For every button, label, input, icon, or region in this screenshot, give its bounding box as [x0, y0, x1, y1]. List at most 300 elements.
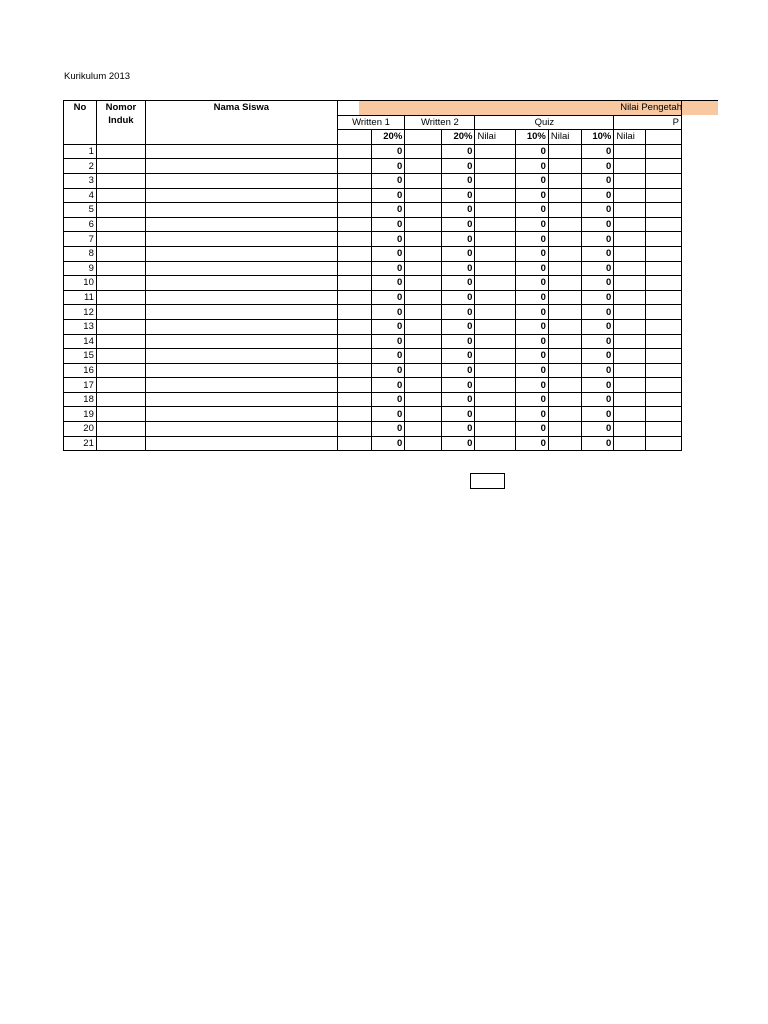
table-row: [64, 232, 682, 247]
sheet-caption: Kurikulum 2013: [64, 71, 131, 82]
next-nilai-cell[interactable]: [614, 363, 646, 378]
quiz2-nilai-cell[interactable]: [548, 246, 581, 261]
w1-nilai-cell[interactable]: [337, 217, 371, 232]
quiz2-weighted: 0: [581, 290, 614, 305]
w1-weighted: 0: [372, 159, 405, 174]
next-nilai-cell[interactable]: [614, 319, 646, 334]
table-row: [64, 319, 682, 334]
quiz1-weighted: 0: [516, 334, 549, 349]
quiz-nilai-2: Nilai: [548, 130, 581, 145]
w1-weighted: 0: [372, 349, 405, 364]
w2-nilai-cell[interactable]: [405, 392, 442, 407]
next-weighted-cell[interactable]: [646, 261, 682, 276]
quiz2-nilai-cell[interactable]: [548, 392, 581, 407]
quiz1-nilai-cell[interactable]: [475, 334, 516, 349]
w1-nilai-cell[interactable]: [337, 290, 371, 305]
quiz2-nilai-cell[interactable]: [548, 232, 581, 247]
w2-weighted: 0: [442, 246, 475, 261]
next-weighted-cell[interactable]: [646, 203, 682, 218]
quiz1-weighted: 0: [516, 392, 549, 407]
w1-nilai-cell[interactable]: [337, 276, 371, 291]
w2-nilai-cell[interactable]: [405, 305, 442, 320]
w1-weighted: 0: [372, 232, 405, 247]
quiz1-nilai-cell[interactable]: [475, 232, 516, 247]
w1-nilai-cell[interactable]: [337, 349, 371, 364]
next-weighted-cell[interactable]: [646, 144, 682, 159]
w2-nilai-cell[interactable]: [405, 319, 442, 334]
row-number: 6: [64, 217, 97, 232]
w1-score-header: [337, 130, 371, 145]
row-number: 13: [64, 319, 97, 334]
w2-nilai-cell[interactable]: [405, 159, 442, 174]
row-number: 7: [64, 232, 97, 247]
next-weighted-cell[interactable]: [646, 246, 682, 261]
nama-siswa-cell[interactable]: [145, 305, 337, 320]
w1-nilai-cell[interactable]: [337, 407, 371, 422]
table-row: [64, 144, 682, 159]
quiz2-weighted: 0: [581, 246, 614, 261]
nama-siswa-cell[interactable]: [145, 319, 337, 334]
quiz1-nilai-cell[interactable]: [475, 188, 516, 203]
nama-siswa-cell[interactable]: [145, 392, 337, 407]
next-nilai-cell[interactable]: [614, 261, 646, 276]
w1-weighted: 0: [372, 217, 405, 232]
header-nomor-induk: [96, 101, 145, 145]
w2-weighted: 0: [442, 334, 475, 349]
w2-nilai-cell[interactable]: [405, 334, 442, 349]
quiz2-nilai-cell[interactable]: [548, 217, 581, 232]
quiz2-nilai-cell[interactable]: [548, 319, 581, 334]
row-number: 14: [64, 334, 97, 349]
w2-weighted: 0: [442, 159, 475, 174]
quiz1-nilai-cell[interactable]: [475, 144, 516, 159]
w1-weighted: 0: [372, 188, 405, 203]
nama-siswa-cell[interactable]: [145, 378, 337, 393]
quiz2-nilai-cell[interactable]: [548, 363, 581, 378]
w1-weighted: 0: [372, 422, 405, 437]
nomor-induk-cell[interactable]: [96, 246, 145, 261]
w2-weighted: 0: [442, 436, 475, 451]
quiz1-weighted: 0: [516, 217, 549, 232]
row-number: 5: [64, 203, 97, 218]
w1-nilai-cell[interactable]: [337, 319, 371, 334]
row-number: 4: [64, 188, 97, 203]
next-weighted-cell[interactable]: [646, 378, 682, 393]
w1-weighted: 0: [372, 436, 405, 451]
quiz1-nilai-cell[interactable]: [475, 319, 516, 334]
w2-nilai-cell[interactable]: [405, 436, 442, 451]
w2-nilai-cell[interactable]: [405, 173, 442, 188]
nomor-induk-cell[interactable]: [96, 436, 145, 451]
w1-nilai-cell[interactable]: [337, 173, 371, 188]
quiz1-weighted: 0: [516, 305, 549, 320]
header-quiz: Quiz: [475, 115, 614, 130]
row-number: 18: [64, 392, 97, 407]
w1-nilai-cell[interactable]: [337, 246, 371, 261]
nomor-induk-cell[interactable]: [96, 334, 145, 349]
w1-weighted: 0: [372, 334, 405, 349]
w1-weighted: 0: [372, 305, 405, 320]
quiz1-nilai-cell[interactable]: [475, 422, 516, 437]
next-weighted-cell[interactable]: [646, 188, 682, 203]
quiz1-weighted: 0: [516, 144, 549, 159]
quiz1-nilai-cell[interactable]: [475, 276, 516, 291]
quiz2-weighted: 0: [581, 232, 614, 247]
nomor-induk-cell[interactable]: [96, 276, 145, 291]
w2-nilai-cell[interactable]: [405, 232, 442, 247]
w2-percent: 20%: [442, 130, 475, 145]
w1-nilai-cell[interactable]: [337, 144, 371, 159]
quiz1-nilai-cell[interactable]: [475, 246, 516, 261]
nama-siswa-cell[interactable]: [145, 173, 337, 188]
quiz2-nilai-cell[interactable]: [548, 276, 581, 291]
quiz2-nilai-cell[interactable]: [548, 290, 581, 305]
quiz1-weighted: 0: [516, 290, 549, 305]
w1-weighted: 0: [372, 378, 405, 393]
nomor-induk-cell[interactable]: [96, 422, 145, 437]
next-weighted-cell[interactable]: [646, 276, 682, 291]
row-number: 20: [64, 422, 97, 437]
quiz1-nilai-cell[interactable]: [475, 305, 516, 320]
nama-siswa-cell[interactable]: [145, 276, 337, 291]
quiz2-weighted: 0: [581, 392, 614, 407]
w2-nilai-cell[interactable]: [405, 363, 442, 378]
quiz2-nilai-cell[interactable]: [548, 407, 581, 422]
nomor-induk-cell[interactable]: [96, 159, 145, 174]
quiz2-weighted: 0: [581, 159, 614, 174]
w2-weighted: 0: [442, 378, 475, 393]
quiz2-nilai-cell[interactable]: [548, 144, 581, 159]
w2-weighted: 0: [442, 276, 475, 291]
next-nilai-cell[interactable]: [614, 159, 646, 174]
nomor-induk-cell[interactable]: [96, 305, 145, 320]
nama-siswa-cell[interactable]: [145, 290, 337, 305]
quiz1-nilai-cell[interactable]: [475, 217, 516, 232]
quiz2-weighted: 0: [581, 436, 614, 451]
quiz1-weighted: 0: [516, 188, 549, 203]
nomor-induk-cell[interactable]: [96, 261, 145, 276]
w2-weighted: 0: [442, 349, 475, 364]
quiz2-weighted: 0: [581, 261, 614, 276]
w2-weighted: 0: [442, 188, 475, 203]
nama-siswa-cell[interactable]: [145, 261, 337, 276]
row-number: 2: [64, 159, 97, 174]
w1-weighted: 0: [372, 173, 405, 188]
w1-nilai-cell[interactable]: [337, 422, 371, 437]
nomor-induk-cell[interactable]: [96, 349, 145, 364]
quiz2-nilai-cell[interactable]: [548, 261, 581, 276]
next-weighted-cell[interactable]: [646, 319, 682, 334]
quiz1-weighted: 0: [516, 203, 549, 218]
quiz2-nilai-cell[interactable]: [548, 203, 581, 218]
next-weighted-cell[interactable]: [646, 159, 682, 174]
w1-nilai-cell[interactable]: [337, 392, 371, 407]
row-number: 1: [64, 144, 97, 159]
nama-siswa-cell[interactable]: [145, 436, 337, 451]
next-weighted-cell[interactable]: [646, 436, 682, 451]
quiz2-weighted: 0: [581, 203, 614, 218]
w2-weighted: 0: [442, 144, 475, 159]
w1-nilai-cell[interactable]: [337, 436, 371, 451]
next-nilai: Nilai: [614, 130, 646, 145]
quiz1-weighted: 0: [516, 422, 549, 437]
nama-siswa-cell[interactable]: [145, 144, 337, 159]
table-row: [64, 392, 682, 407]
quiz2-weighted: 0: [581, 422, 614, 437]
banner-spacer: [337, 101, 681, 116]
w2-weighted: 0: [442, 261, 475, 276]
nomor-induk-cell[interactable]: [96, 407, 145, 422]
w1-nilai-cell[interactable]: [337, 232, 371, 247]
w2-nilai-cell[interactable]: [405, 422, 442, 437]
w1-weighted: 0: [372, 261, 405, 276]
w2-nilai-cell[interactable]: [405, 246, 442, 261]
w1-nilai-cell[interactable]: [337, 261, 371, 276]
w1-nilai-cell[interactable]: [337, 378, 371, 393]
quiz1-weighted: 0: [516, 436, 549, 451]
w2-nilai-cell[interactable]: [405, 261, 442, 276]
quiz2-weighted: 0: [581, 319, 614, 334]
nomor-induk-cell[interactable]: [96, 203, 145, 218]
w2-nilai-cell[interactable]: [405, 144, 442, 159]
nama-siswa-cell[interactable]: [145, 246, 337, 261]
next-weighted-cell[interactable]: [646, 232, 682, 247]
w2-weighted: 0: [442, 173, 475, 188]
next-nilai-cell[interactable]: [614, 217, 646, 232]
table-row: [64, 203, 682, 218]
next-nilai-cell[interactable]: [614, 232, 646, 247]
quiz2-nilai-cell[interactable]: [548, 159, 581, 174]
w2-nilai-cell[interactable]: [405, 203, 442, 218]
w1-weighted: 0: [372, 363, 405, 378]
next-nilai-cell[interactable]: [614, 334, 646, 349]
quiz-nilai-1: Nilai: [475, 130, 516, 145]
nama-siswa-cell[interactable]: [145, 422, 337, 437]
header-written-2: Written 2: [405, 115, 475, 130]
w2-nilai-cell[interactable]: [405, 290, 442, 305]
grade-sheet: [63, 100, 682, 500]
quiz1-nilai-cell[interactable]: [475, 378, 516, 393]
quiz1-nilai-cell[interactable]: [475, 261, 516, 276]
row-number: 11: [64, 290, 97, 305]
quiz2-weighted: 0: [581, 378, 614, 393]
w1-weighted: 0: [372, 407, 405, 422]
next-nilai-cell[interactable]: [614, 144, 646, 159]
w2-nilai-cell[interactable]: [405, 276, 442, 291]
quiz2-nilai-cell[interactable]: [548, 173, 581, 188]
w1-weighted: 0: [372, 319, 405, 334]
quiz2-weighted: 0: [581, 334, 614, 349]
w2-nilai-cell[interactable]: [405, 407, 442, 422]
w1-weighted: 0: [372, 392, 405, 407]
header-no: [64, 101, 97, 145]
next-weighted-cell[interactable]: [646, 173, 682, 188]
quiz1-nilai-cell[interactable]: [475, 349, 516, 364]
quiz1-weighted: 0: [516, 261, 549, 276]
header-row-1: [64, 101, 682, 116]
w1-nilai-cell[interactable]: [337, 159, 371, 174]
grade-table: [63, 100, 682, 451]
quiz2-nilai-cell[interactable]: [548, 349, 581, 364]
nama-siswa-cell[interactable]: [145, 203, 337, 218]
nama-siswa-cell[interactable]: [145, 159, 337, 174]
nama-siswa-cell[interactable]: [145, 217, 337, 232]
w2-weighted: 0: [442, 319, 475, 334]
quiz2-nilai-cell[interactable]: [548, 305, 581, 320]
next-nilai-cell[interactable]: [614, 188, 646, 203]
next-nilai-cell[interactable]: [614, 436, 646, 451]
quiz2-weighted: 0: [581, 217, 614, 232]
row-number: 15: [64, 349, 97, 364]
quiz2-nilai-cell[interactable]: [548, 378, 581, 393]
w1-nilai-cell[interactable]: [337, 188, 371, 203]
w1-nilai-cell[interactable]: [337, 203, 371, 218]
w2-weighted: 0: [442, 407, 475, 422]
next-nilai-cell[interactable]: [614, 290, 646, 305]
next-weighted-cell[interactable]: [646, 217, 682, 232]
w2-nilai-cell[interactable]: [405, 188, 442, 203]
w2-nilai-cell[interactable]: [405, 378, 442, 393]
header-nomor-label: Nomor: [105, 102, 137, 113]
quiz2-weighted: 0: [581, 305, 614, 320]
quiz1-nilai-cell[interactable]: [475, 392, 516, 407]
table-row: [64, 290, 682, 305]
quiz1-weighted: 0: [516, 173, 549, 188]
nama-siswa-cell[interactable]: [145, 349, 337, 364]
next-nilai-cell[interactable]: [614, 246, 646, 261]
next-weighted-cell[interactable]: [646, 290, 682, 305]
row-number: 3: [64, 173, 97, 188]
quiz2-weighted: 0: [581, 276, 614, 291]
next-nilai-cell[interactable]: [614, 349, 646, 364]
w2-nilai-cell[interactable]: [405, 349, 442, 364]
nomor-induk-cell[interactable]: [96, 363, 145, 378]
w1-weighted: 0: [372, 246, 405, 261]
w2-nilai-cell[interactable]: [405, 217, 442, 232]
quiz1-weighted: 0: [516, 407, 549, 422]
next-nilai-cell[interactable]: [614, 378, 646, 393]
nomor-induk-cell[interactable]: [96, 173, 145, 188]
next-weighted-cell[interactable]: [646, 363, 682, 378]
next-weighted-cell[interactable]: [646, 334, 682, 349]
nama-siswa-cell[interactable]: [145, 188, 337, 203]
quiz1-nilai-cell[interactable]: [475, 173, 516, 188]
header-nama-siswa: [145, 101, 337, 145]
nomor-induk-cell[interactable]: [96, 217, 145, 232]
row-number: 8: [64, 246, 97, 261]
quiz1-weighted: 0: [516, 159, 549, 174]
w2-weighted: 0: [442, 422, 475, 437]
nama-siswa-cell[interactable]: [145, 232, 337, 247]
nama-siswa-cell[interactable]: [145, 334, 337, 349]
nomor-induk-cell[interactable]: [96, 144, 145, 159]
w1-nilai-cell[interactable]: [337, 305, 371, 320]
next-nilai-cell[interactable]: [614, 173, 646, 188]
quiz1-nilai-cell[interactable]: [475, 203, 516, 218]
w2-weighted: 0: [442, 232, 475, 247]
w1-weighted: 0: [372, 276, 405, 291]
quiz2-weighted: 0: [581, 349, 614, 364]
header-written-1: Written 1: [337, 115, 405, 130]
quiz2-weighted: 0: [581, 363, 614, 378]
next-weighted-cell[interactable]: [646, 407, 682, 422]
quiz1-nilai-cell[interactable]: [475, 290, 516, 305]
nama-siswa-cell[interactable]: [145, 363, 337, 378]
nomor-induk-cell[interactable]: [96, 392, 145, 407]
nomor-induk-cell[interactable]: [96, 319, 145, 334]
w1-nilai-cell[interactable]: [337, 334, 371, 349]
quiz1-nilai-cell[interactable]: [475, 436, 516, 451]
quiz2-nilai-cell[interactable]: [548, 334, 581, 349]
quiz1-nilai-cell[interactable]: [475, 407, 516, 422]
nama-siswa-cell[interactable]: [145, 407, 337, 422]
quiz1-nilai-cell[interactable]: [475, 363, 516, 378]
next-nilai-cell[interactable]: [614, 203, 646, 218]
w2-score-header: [405, 130, 442, 145]
table-row: [64, 349, 682, 364]
quiz2-nilai-cell[interactable]: [548, 436, 581, 451]
row-number: 17: [64, 378, 97, 393]
table-row: [64, 246, 682, 261]
next-weighted-cell[interactable]: [646, 392, 682, 407]
nomor-induk-cell[interactable]: [96, 378, 145, 393]
w1-weighted: 0: [372, 144, 405, 159]
quiz1-weighted: 0: [516, 319, 549, 334]
next-nilai-cell[interactable]: [614, 422, 646, 437]
quiz-percent-2: 10%: [581, 130, 614, 145]
next-nilai-cell[interactable]: [614, 276, 646, 291]
nomor-induk-cell[interactable]: [96, 188, 145, 203]
table-row: [64, 173, 682, 188]
quiz2-weighted: 0: [581, 144, 614, 159]
quiz2-weighted: 0: [581, 188, 614, 203]
w1-weighted: 0: [372, 290, 405, 305]
banner-label: Nilai Pengetah: [620, 102, 682, 113]
next-nilai-cell[interactable]: [614, 392, 646, 407]
header-truncated: P: [614, 115, 682, 130]
quiz2-weighted: 0: [581, 173, 614, 188]
w2-weighted: 0: [442, 203, 475, 218]
table-row: [64, 261, 682, 276]
next-weighted-cell[interactable]: [646, 349, 682, 364]
table-row: [64, 378, 682, 393]
quiz1-weighted: 0: [516, 378, 549, 393]
next-weighted-cell[interactable]: [646, 305, 682, 320]
quiz2-nilai-cell[interactable]: [548, 188, 581, 203]
quiz1-weighted: 0: [516, 232, 549, 247]
nomor-induk-cell[interactable]: [96, 290, 145, 305]
next-nilai-cell[interactable]: [614, 407, 646, 422]
nomor-induk-cell[interactable]: [96, 232, 145, 247]
w2-weighted: 0: [442, 363, 475, 378]
next-weighted-cell[interactable]: [646, 422, 682, 437]
w1-weighted: 0: [372, 203, 405, 218]
row-number: 21: [64, 436, 97, 451]
w1-nilai-cell[interactable]: [337, 363, 371, 378]
row-number: 16: [64, 363, 97, 378]
quiz1-weighted: 0: [516, 246, 549, 261]
extra-cell[interactable]: [470, 473, 505, 489]
next-nilai-cell[interactable]: [614, 305, 646, 320]
quiz1-nilai-cell[interactable]: [475, 159, 516, 174]
w2-weighted: 0: [442, 305, 475, 320]
table-row: [64, 188, 682, 203]
quiz2-weighted: 0: [581, 407, 614, 422]
table-row: [64, 276, 682, 291]
header-induk-label: Induk: [108, 115, 134, 126]
quiz2-nilai-cell[interactable]: [548, 422, 581, 437]
table-row: [64, 159, 682, 174]
